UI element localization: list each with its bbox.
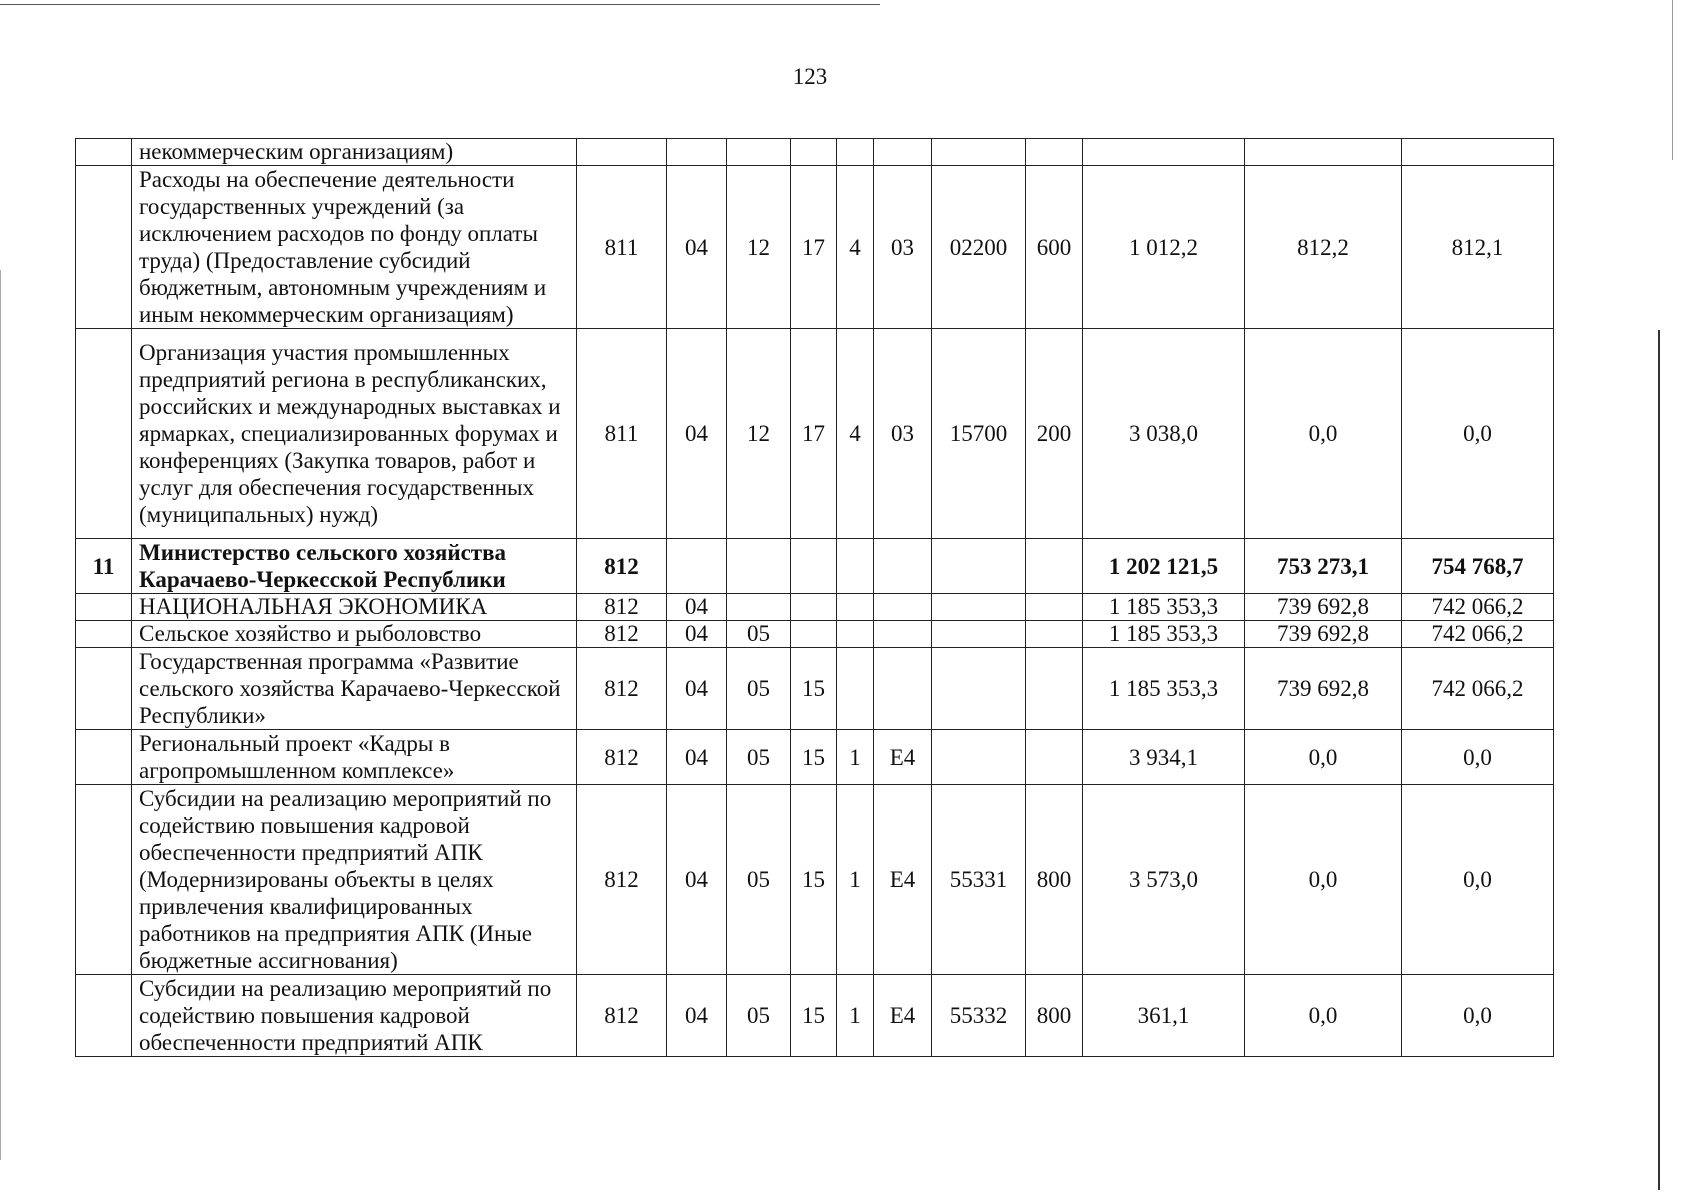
cell-rz: 04 (667, 594, 727, 621)
cell-gr: 811 (577, 166, 667, 329)
cell-sum3: 812,1 (1402, 166, 1554, 329)
cell-sum1 (1083, 139, 1245, 166)
cell-sum2: 739 692,8 (1245, 594, 1402, 621)
cell-cs1: 15 (791, 975, 837, 1057)
cell-sum3: 0,0 (1402, 329, 1554, 539)
cell-rz: 04 (667, 648, 727, 730)
cell-sum2: 0,0 (1245, 730, 1402, 785)
cell-cs4: 55331 (932, 785, 1026, 975)
cell-sum2: 739 692,8 (1245, 648, 1402, 730)
cell-sum3: 742 066,2 (1402, 594, 1554, 621)
cell-cs2 (837, 648, 874, 730)
cell-cs2 (837, 539, 874, 594)
cell-rz (667, 539, 727, 594)
scan-edge-top (0, 4, 880, 5)
cell-vr (1026, 621, 1083, 648)
cell-cs4: 55332 (932, 975, 1026, 1057)
cell-pr: 12 (727, 329, 791, 539)
cell-num (76, 975, 132, 1057)
cell-sum3: 754 768,7 (1402, 539, 1554, 594)
table-row (76, 785, 1554, 975)
cell-cs4 (932, 730, 1026, 785)
cell-cs1: 15 (791, 785, 837, 975)
cell-vr (1026, 139, 1083, 166)
cell-pr: 05 (727, 975, 791, 1057)
cell-vr (1026, 730, 1083, 785)
table-row (76, 648, 1554, 730)
cell-pr: 05 (727, 621, 791, 648)
cell-cs1: 15 (791, 648, 837, 730)
cell-pr: 05 (727, 730, 791, 785)
cell-pr (727, 594, 791, 621)
cell-rz (667, 139, 727, 166)
cell-cs2: 4 (837, 166, 874, 329)
cell-sum1: 3 573,0 (1083, 785, 1245, 975)
cell-sum2: 0,0 (1245, 785, 1402, 975)
cell-cs3: E4 (874, 785, 932, 975)
cell-cs2 (837, 621, 874, 648)
cell-sum2 (1245, 139, 1402, 166)
cell-sum3: 0,0 (1402, 785, 1554, 975)
cell-gr: 812 (577, 785, 667, 975)
cell-num (76, 166, 132, 329)
cell-gr: 812 (577, 648, 667, 730)
cell-cs2: 1 (837, 975, 874, 1057)
cell-pr: 05 (727, 785, 791, 975)
cell-cs2 (837, 139, 874, 166)
cell-cs3 (874, 539, 932, 594)
cell-gr (577, 139, 667, 166)
table-row (76, 594, 1554, 621)
cell-cs3 (874, 648, 932, 730)
cell-cs3: E4 (874, 730, 932, 785)
cell-sum1: 3 934,1 (1083, 730, 1245, 785)
cell-vr (1026, 594, 1083, 621)
cell-cs1 (791, 539, 837, 594)
table-row (76, 329, 1554, 539)
cell-sum2: 812,2 (1245, 166, 1402, 329)
cell-sum2: 0,0 (1245, 975, 1402, 1057)
cell-cs4: 15700 (932, 329, 1026, 539)
cell-pr (727, 539, 791, 594)
table-row (76, 539, 1554, 594)
cell-rz: 04 (667, 329, 727, 539)
cell-cs3: E4 (874, 975, 932, 1057)
cell-gr: 812 (577, 594, 667, 621)
table-row (76, 975, 1554, 1057)
cell-cs2: 1 (837, 785, 874, 975)
cell-sum1: 3 038,0 (1083, 329, 1245, 539)
cell-num (76, 621, 132, 648)
table-row (76, 139, 1554, 166)
cell-sum1: 361,1 (1083, 975, 1245, 1057)
cell-sum3: 0,0 (1402, 975, 1554, 1057)
cell-num: 11 (76, 539, 132, 594)
cell-vr: 800 (1026, 785, 1083, 975)
cell-cs4 (932, 648, 1026, 730)
cell-cs3 (874, 139, 932, 166)
cell-name: Государственная программа «Развитие сельского хозяйства Карачаево-Черкесской Республики» (132, 648, 577, 730)
cell-cs1: 17 (791, 329, 837, 539)
cell-gr: 812 (577, 621, 667, 648)
cell-name: Региональный проект «Кадры в агропромышленном комплексе» (132, 730, 577, 785)
cell-sum2: 739 692,8 (1245, 621, 1402, 648)
budget-table (75, 138, 1554, 1057)
table-row (76, 621, 1554, 648)
cell-name: Организация участия промышленных предприятий региона в республиканских, российских и международных выставках и ярмарках, специализированных форумах и конференциях (Закупка товаров, работ и услуг для обеспечения государственных (муниципальных) нужд) (132, 329, 577, 539)
cell-cs1 (791, 621, 837, 648)
cell-num (76, 730, 132, 785)
cell-num (76, 594, 132, 621)
cell-rz: 04 (667, 621, 727, 648)
cell-vr (1026, 648, 1083, 730)
table-row (76, 730, 1554, 785)
scan-edge-right-top (1672, 0, 1673, 160)
cell-cs1: 15 (791, 730, 837, 785)
cell-rz: 04 (667, 975, 727, 1057)
cell-name: Расходы на обеспечение деятельности государственных учреждений (за исключением расходов по фонду оплаты труда) (Предоставление субсидий бюджетным, автономным учреждениям и иным некоммерческим организациям) (132, 166, 577, 329)
cell-cs4 (932, 539, 1026, 594)
cell-pr: 12 (727, 166, 791, 329)
cell-sum1: 1 185 353,3 (1083, 648, 1245, 730)
cell-name: Сельское хозяйство и рыболовство (132, 621, 577, 648)
cell-cs4 (932, 139, 1026, 166)
cell-cs2 (837, 594, 874, 621)
cell-name: Субсидии на реализацию мероприятий по содействию повышения кадровой обеспеченности предприятий АПК (Модернизированы объекты в целях привлечения квалифицированных работников на предприятия АПК (Иные бюджетные ассигнования) (132, 785, 577, 975)
cell-name: НАЦИОНАЛЬНАЯ ЭКОНОМИКА (132, 594, 577, 621)
cell-sum1: 1 185 353,3 (1083, 594, 1245, 621)
cell-cs4 (932, 594, 1026, 621)
cell-gr: 812 (577, 975, 667, 1057)
cell-cs3: 03 (874, 166, 932, 329)
cell-cs3: 03 (874, 329, 932, 539)
cell-sum3 (1402, 139, 1554, 166)
cell-name: Субсидии на реализацию мероприятий по содействию повышения кадровой обеспеченности предприятий АПК (132, 975, 577, 1057)
scan-edge-right (1658, 330, 1660, 1190)
cell-cs1: 17 (791, 166, 837, 329)
cell-num (76, 329, 132, 539)
cell-num (76, 648, 132, 730)
cell-sum3: 742 066,2 (1402, 621, 1554, 648)
cell-cs1 (791, 139, 837, 166)
cell-cs3 (874, 621, 932, 648)
scan-edge-left (0, 270, 1, 1160)
cell-vr: 800 (1026, 975, 1083, 1057)
budget-table-body (76, 139, 1554, 1057)
cell-vr: 600 (1026, 166, 1083, 329)
cell-rz: 04 (667, 730, 727, 785)
cell-gr: 812 (577, 730, 667, 785)
cell-vr (1026, 539, 1083, 594)
cell-cs4: 02200 (932, 166, 1026, 329)
cell-num (76, 785, 132, 975)
cell-sum2: 0,0 (1245, 329, 1402, 539)
cell-name: Министерство сельского хозяйства Карачаево-Черкесской Республики (132, 539, 577, 594)
cell-rz: 04 (667, 785, 727, 975)
cell-cs2: 1 (837, 730, 874, 785)
cell-sum3: 742 066,2 (1402, 648, 1554, 730)
cell-sum1: 1 012,2 (1083, 166, 1245, 329)
cell-vr: 200 (1026, 329, 1083, 539)
cell-cs3 (874, 594, 932, 621)
cell-sum1: 1 202 121,5 (1083, 539, 1245, 594)
page-number: 123 (792, 64, 828, 89)
cell-pr: 05 (727, 648, 791, 730)
cell-gr: 811 (577, 329, 667, 539)
cell-cs4 (932, 621, 1026, 648)
cell-pr (727, 139, 791, 166)
cell-num (76, 139, 132, 166)
cell-sum2: 753 273,1 (1245, 539, 1402, 594)
cell-sum3: 0,0 (1402, 730, 1554, 785)
table-row (76, 166, 1554, 329)
cell-rz: 04 (667, 166, 727, 329)
cell-sum1: 1 185 353,3 (1083, 621, 1245, 648)
cell-name: некоммерческим организациям) (132, 139, 577, 166)
cell-gr: 812 (577, 539, 667, 594)
cell-cs2: 4 (837, 329, 874, 539)
cell-cs1 (791, 594, 837, 621)
